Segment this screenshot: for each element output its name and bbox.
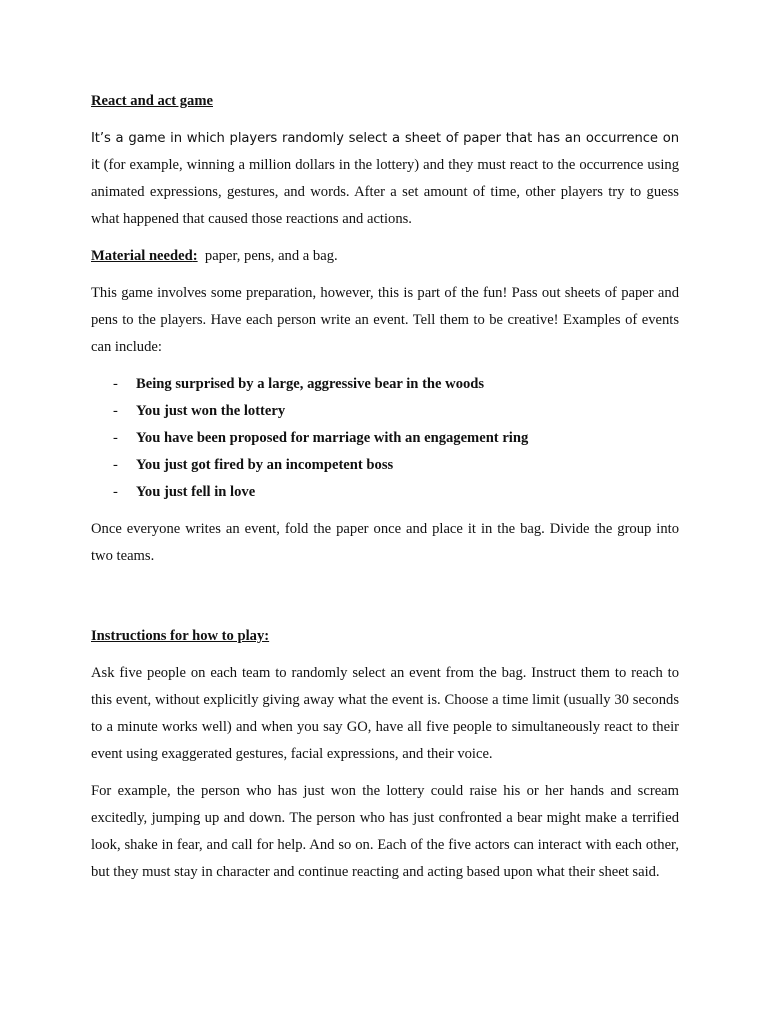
bullet-dash: - — [113, 457, 118, 473]
intro-lead-text: It’s a game in which players randomly select a sheet of paper that has an occurrence on it — [91, 131, 679, 173]
event-text: You just won the lottery — [136, 403, 286, 419]
instructions-paragraph-1: Ask five people on each team to randomly select an event from the bag. Instruct them to reach to this event, without explicitly giving away what the event is. Choose a time limit (usually 30 seconds to a minute works well) and when you say GO, have all five people to simultaneously react to their event using exaggerated gestures, facial expressions, and their voice. — [91, 665, 679, 762]
event-text: Being surprised by a large, aggressive bear in the woods — [136, 376, 485, 392]
list-item — [91, 371, 679, 398]
list-item — [91, 425, 679, 452]
list-item — [91, 479, 679, 506]
events-list — [91, 371, 679, 506]
event-text: You just got fired by an incompetent boss — [136, 457, 394, 473]
materials-text: paper, pens, and a bag. — [197, 248, 338, 264]
after-events-paragraph: Once everyone writes an event, fold the paper once and place it in the bag. Divide the group into two teams. — [91, 521, 679, 564]
list-item — [91, 452, 679, 479]
bullet-dash: - — [113, 376, 118, 392]
event-text: You have been proposed for marriage with an engagement ring — [136, 430, 529, 446]
materials-colon: : — [192, 248, 198, 264]
event-text: You just fell in love — [136, 484, 256, 500]
document-title: React and act game — [91, 93, 213, 109]
section-spacer — [91, 580, 679, 623]
intro-paragraph — [91, 125, 679, 233]
bullet-dash: - — [113, 430, 118, 446]
preparation-paragraph: This game involves some preparation, however, this is part of the fun! Pass out sheets of paper and pens to the players. Have each person write an event. Tell them to be creative! Examples of events can include: — [91, 285, 679, 355]
materials-label-text: Material needed — [91, 248, 193, 264]
intro-rest-text: (for example, winning a million dollars in the lottery) and they must react to the occurrence using animated expressions, gestures, and words. After a set amount of time, other players try to guess what happened that caused those reactions and actions. — [91, 157, 679, 227]
instructions-paragraph-2: For example, the person who has just won the lottery could raise his or her hands and scream excitedly, jumping up and down. The person who has just confronted a bear might make a terrified look, shake in fear, and call for help. And so on. Each of the five actors can interact with each other, but they must stay in character and continue reacting and acting based upon what their sheet said. — [91, 783, 679, 880]
materials-label — [91, 248, 198, 264]
instructions-title: Instructions for how to play: — [91, 628, 270, 644]
list-item — [91, 398, 679, 425]
bullet-dash: - — [113, 403, 118, 419]
bullet-dash: - — [113, 484, 118, 500]
materials-paragraph — [91, 243, 679, 270]
document-page — [91, 88, 679, 896]
